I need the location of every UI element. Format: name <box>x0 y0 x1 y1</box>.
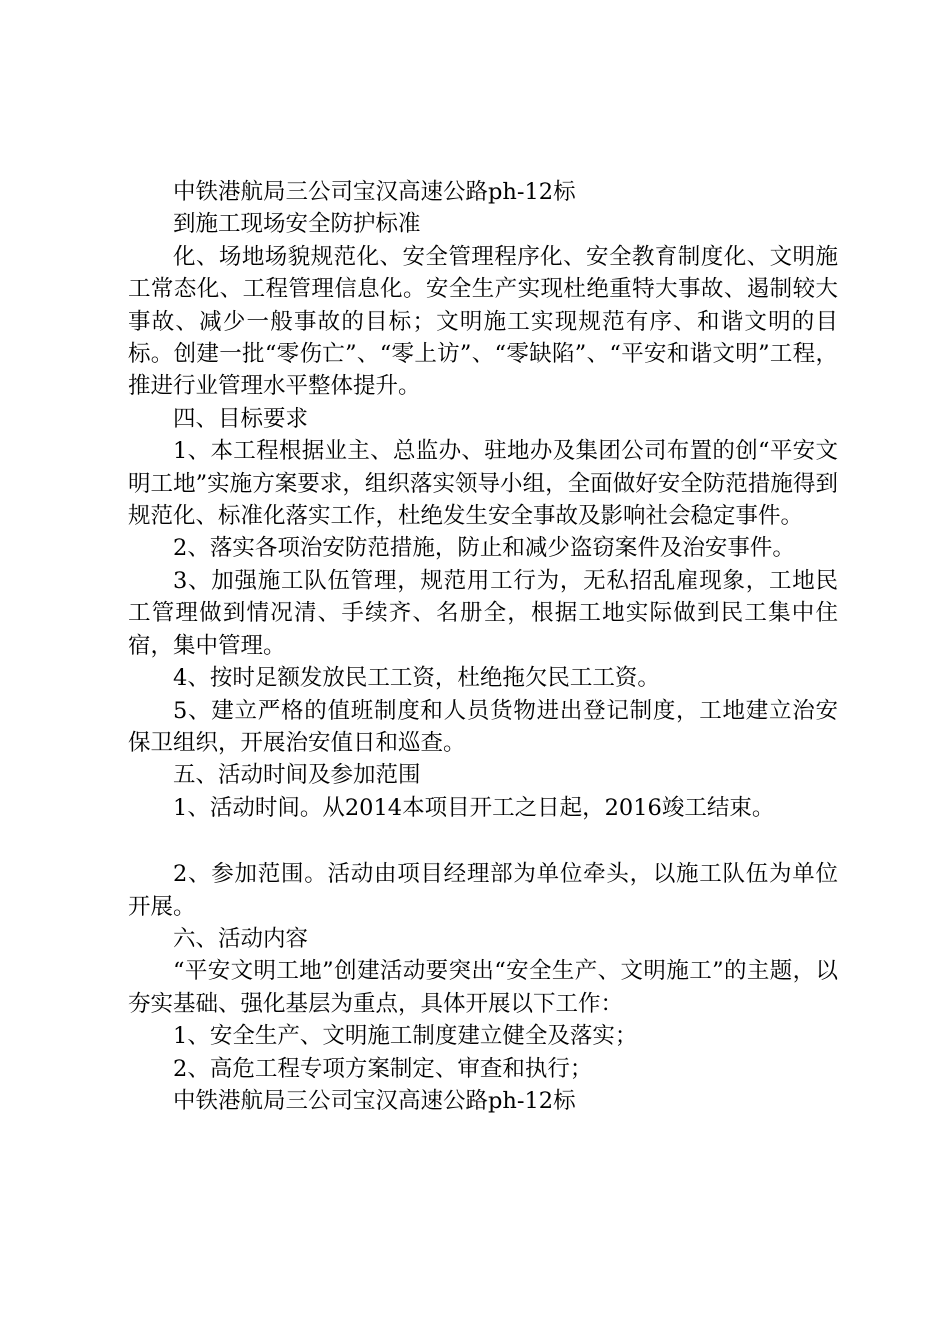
goal-item-2: 2、落实各项治安防范措施，防止和减少盗窃案件及治安事件。 <box>173 535 795 562</box>
header-company-line: 中铁港航局三公司宝汉高速公路ph-12标 <box>173 179 576 205</box>
paragraph-standards: 化、场地场貌规范化、安全管理程序化、安全教育制度化、文明施工常态化、工程管理信息化。安全生产实现杜绝重特大事故、遏制较大事故、减少一般事故的目标；文明施工实现规范有序、和谐文明的目标。创建一批“零伤亡”、“零上访”、“零缺陷”、“平安和谐文明”工程，推进行业管理水平整体提升。 <box>128 243 838 400</box>
section-heading-time-scope: 五、活动时间及参加范围 <box>173 762 421 789</box>
paragraph-gap <box>128 824 838 858</box>
goal-item-1: 1、本工程根据业主、总监办、驻地办及集团公司布置的创“平安文明工地”实施方案要求，组织落实领导小组，全面做好安全防范措施得到规范化、标准化落实工作，杜绝发生安全事故及影响社会稳定事件。 <box>128 438 838 530</box>
section-heading-goals: 四、目标要求 <box>173 405 309 432</box>
content-item-2: 2、高危工程专项方案制定、审查和执行； <box>173 1055 593 1082</box>
footer-company-line: 中铁港航局三公司宝汉高速公路ph-12标 <box>173 1087 576 1114</box>
goal-item-5: 5、建立严格的值班制度和人员货物进出登记制度，工地建立治安保卫组织，开展治安值日和巡查。 <box>128 697 838 756</box>
activity-time: 1、活动时间。从2014本项目开工之日起，2016竣工结束。 <box>173 794 775 821</box>
activity-scope: 2、参加范围。活动由项目经理部为单位牵头，以施工队伍为单位开展。 <box>128 861 838 920</box>
content-item-1: 1、安全生产、文明施工制度建立健全及落实； <box>173 1023 638 1050</box>
goal-item-4: 4、按时足额发放民工工资，杜绝拖欠民工工资。 <box>173 665 660 692</box>
document-body <box>128 176 838 1117</box>
goal-item-3: 3、加强施工队伍管理，规范用工行为，无私招乱雇现象，工地民工管理做到情况清、手续齐、名册全，根据工地实际做到民工集中住宿，集中管理。 <box>128 567 838 659</box>
section-heading-content: 六、活动内容 <box>173 925 309 952</box>
header-subtitle: 到施工现场安全防护标准 <box>173 211 421 238</box>
content-intro: “平安文明工地”创建活动要突出“安全生产、文明施工”的主题，以夯实基础、强化基层为重点，具体开展以下工作： <box>128 958 838 1017</box>
